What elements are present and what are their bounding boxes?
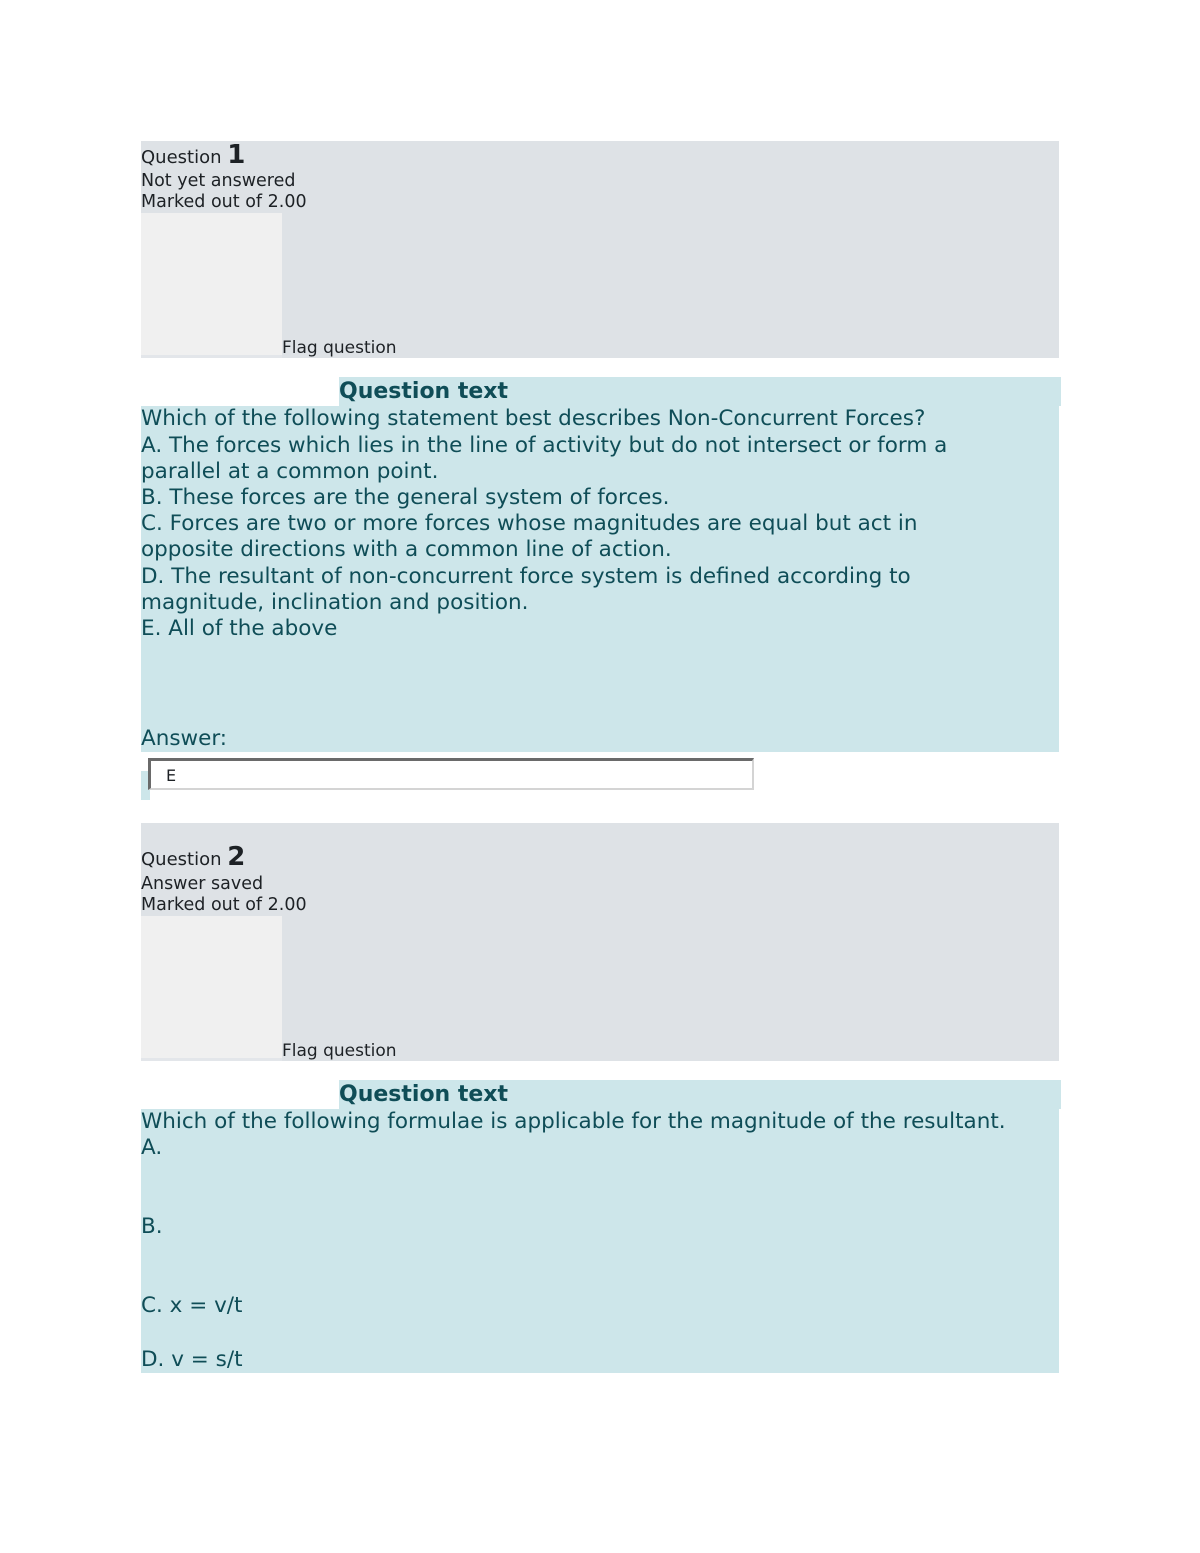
answer-input[interactable]: E — [148, 758, 754, 790]
question-1-line: B. These forces are the general system of forces. — [141, 485, 670, 510]
question-1-line: C. Forces are two or more forces whose magnitudes are equal but act in — [141, 511, 918, 536]
question-2-marks: Marked out of 2.00 — [141, 895, 307, 915]
question-1-line: parallel at a common point. — [141, 459, 439, 484]
question-2-state: Answer saved — [141, 874, 264, 894]
question-2-text — [141, 1109, 1059, 1373]
question-number: 2 — [227, 842, 246, 872]
question-1-line: D. The resultant of non-concurrent force system is defined according to — [141, 564, 911, 589]
question-1-number — [141, 140, 246, 170]
question-number: 1 — [227, 140, 246, 170]
question-1-state: Not yet answered — [141, 171, 296, 191]
question-1-line: A. The forces which lies in the line of activity but do not intersect or form a — [141, 433, 948, 458]
question-1-line: Which of the following statement best describes Non-Concurrent Forces? — [141, 406, 926, 431]
question-2-number — [141, 842, 246, 872]
question-1-line: opposite directions with a common line of action. — [141, 537, 672, 562]
question-2-line: Which of the following formulae is applicable for the magnitude of the resultant. — [141, 1109, 1006, 1134]
question-2-option-c[interactable]: C. x = v/t — [141, 1293, 243, 1318]
question-1-flag-toggle[interactable] — [141, 213, 282, 358]
question-1-line: E. All of the above — [141, 616, 338, 641]
question-1-line: magnitude, inclination and position. — [141, 590, 529, 615]
question-1-text-heading: Question text — [339, 377, 1061, 406]
question-label: Question — [141, 849, 222, 870]
question-1-marks: Marked out of 2.00 — [141, 192, 307, 212]
question-2-option-a[interactable]: A. — [141, 1135, 163, 1160]
question-2-flag-toggle[interactable] — [141, 916, 282, 1061]
question-1-info — [141, 141, 1059, 358]
question-1-flag-label[interactable]: Flag question — [282, 338, 397, 358]
answer-label: Answer: — [141, 726, 228, 751]
question-2-flag-label[interactable]: Flag question — [282, 1041, 397, 1061]
question-label: Question — [141, 147, 222, 168]
question-2-info — [141, 823, 1059, 1061]
question-2-option-d[interactable]: D. v = s/t — [141, 1347, 243, 1372]
question-1-text — [141, 406, 1059, 752]
question-2-option-b[interactable]: B. — [141, 1214, 163, 1239]
question-2-text-heading: Question text — [339, 1080, 1061, 1109]
